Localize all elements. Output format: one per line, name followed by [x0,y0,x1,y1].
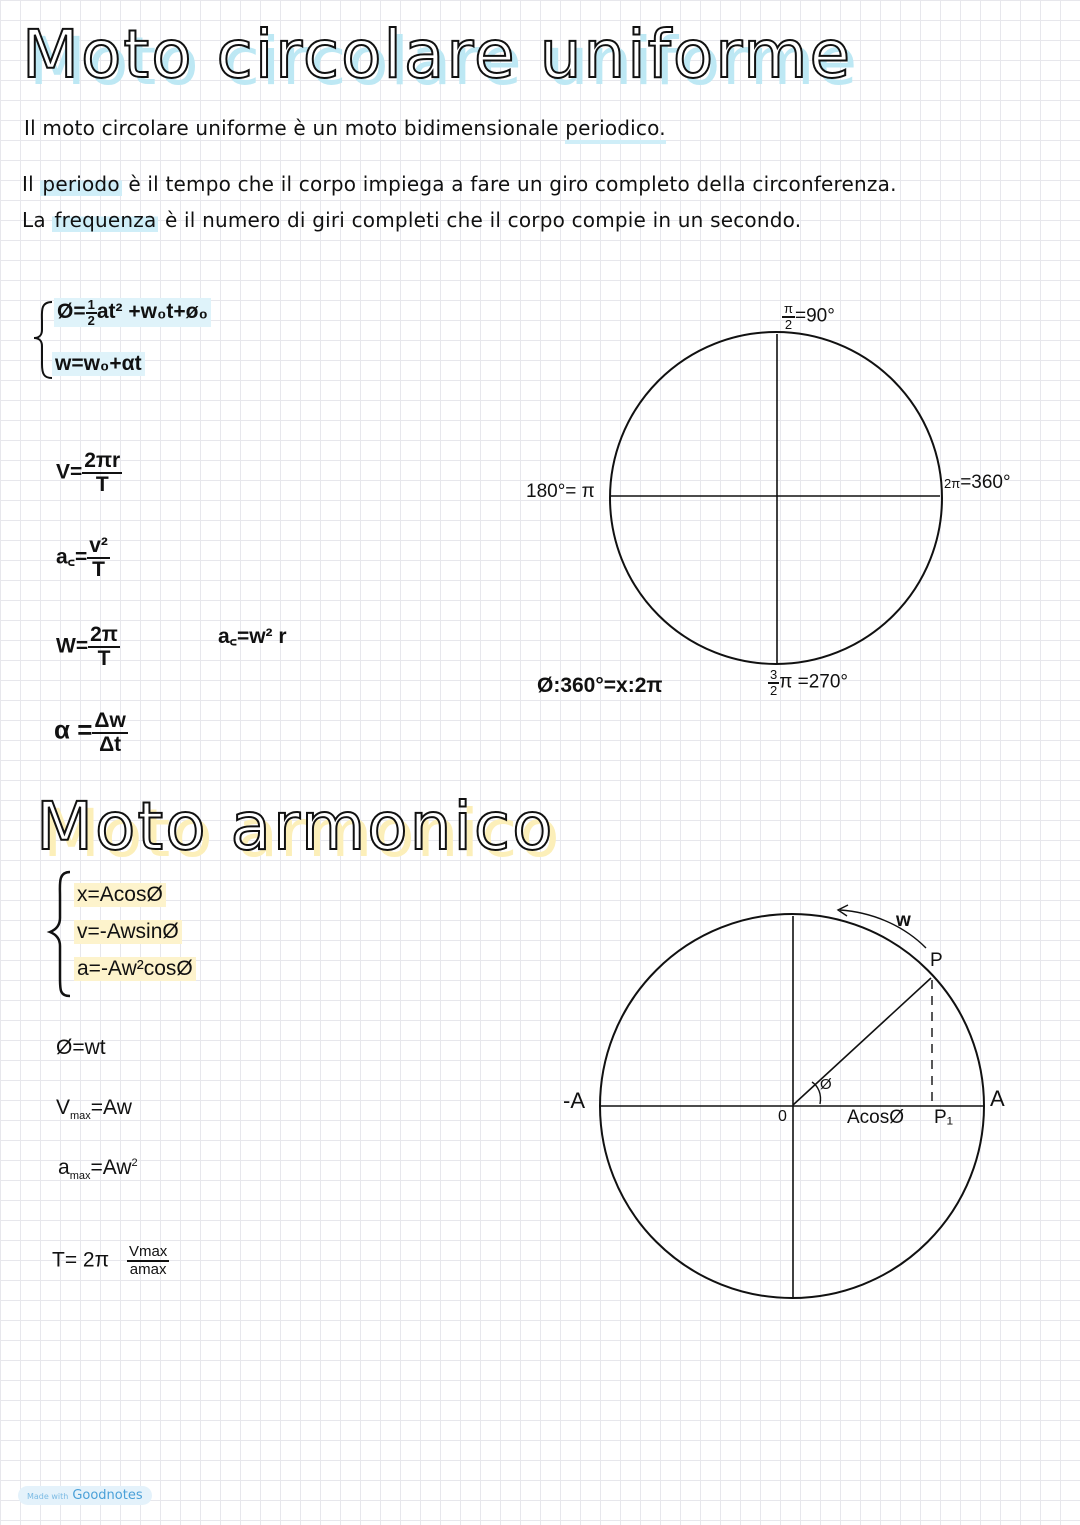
circle2-origin: 0 [778,1108,787,1125]
circle1-right-deg: =360° [960,472,1011,493]
circle2-acos-label: AcosØ [847,1107,905,1128]
circle2-neg-amplitude: -A [563,1088,585,1113]
velocity-lhs: V= [56,460,83,484]
period-num: Vmax [128,1243,168,1260]
circle2-amplitude: A [990,1086,1005,1111]
circle1-top-num: π [784,301,793,316]
amax-a: a [58,1156,70,1179]
amax-rest: =Aw [90,1156,132,1179]
system-brace-harmonic [50,872,70,996]
harmonic-acceleration: a=-Aw²cosØ [74,957,196,981]
harmonic-position: x=AcosØ [74,883,166,907]
amax-sub: max [69,1170,91,1183]
velocity-num: 2πr [82,450,122,474]
goodnotes-brand: Goodnotes [72,1488,143,1503]
vmax-v: V [56,1096,71,1119]
unit-circle [610,332,942,664]
radius-to-p [793,978,931,1105]
alpha-num: Δw [92,710,127,734]
circle1-left-label: 180°= π [526,481,595,502]
centripetal-omega-formula: a꜀=w² r [218,625,287,648]
intro-line-2-suffix: è il tempo che il corpo impiega a fare un giro completo della circonferenza. [121,172,897,196]
alpha-lhs: α = [54,714,93,745]
page-title: Moto circolare uniforme [22,16,853,93]
circle1-bottom-rest: π =270° [779,671,849,693]
intro-line-2-prefix: Il [22,172,41,196]
angular-velocity-num: 2π [88,624,120,648]
velocity-den: T [95,473,109,497]
period-den: amax [129,1260,167,1278]
centripetal-den: T [92,558,105,582]
intro-line-1-text: Il moto circolare uniforme è un moto bidimensionale [24,116,566,140]
circle1-right-pi: 2π [944,476,961,491]
circle1-bottom-den: 2 [770,682,778,698]
angle-eq-rest: at² +w₀t+ø₀ [96,300,208,324]
period-lhs: T= 2π [52,1248,110,1272]
periodic-term: periodico. [565,116,666,144]
circle1-top-den: 2 [784,316,793,332]
circle1-top-deg: =90° [794,305,835,327]
angle-eq-lhs: Ø= [57,300,86,324]
vmax-sub: max [70,1110,91,1123]
intro-line-3-suffix: è il numero di giri completi che il corpo compie in un secondo. [158,208,802,232]
circle1-bottom-num: 3 [770,667,778,682]
harmonic-velocity: v=-AwsinØ [74,920,182,944]
circle2-point-p1: P₁ [934,1107,954,1128]
intro-line-3-prefix: La [22,208,53,232]
vmax-rest: =Aw [90,1096,132,1119]
angle-eq-den: 2 [87,312,95,328]
circle2-phi: Ø [820,1076,832,1093]
period-term: periodo [42,172,120,196]
centripetal-lhs: a꜀= [56,545,88,569]
centripetal-num: v² [87,535,110,559]
frequency-term: frequenza [54,208,157,232]
circle2-omega-label: w [896,910,911,931]
circle2-point-p: P [930,950,943,971]
rotation-arc [840,910,926,948]
angle-eq-num: 1 [87,297,95,312]
harmonic-title: Moto armonico [36,788,555,865]
angle-proportion: Ø:360°=x:2π [537,674,663,697]
system-omega-equation: w=w₀+αt [52,352,145,376]
amax-sup: 2 [131,1157,138,1169]
system-brace-circular [34,302,52,378]
made-with-text: Made with [27,1492,69,1501]
alpha-den: Δt [99,733,122,757]
phase-formula: Ø=wt [56,1036,106,1059]
angular-velocity-den: T [97,647,111,671]
angular-velocity-lhs: W= [56,634,89,658]
